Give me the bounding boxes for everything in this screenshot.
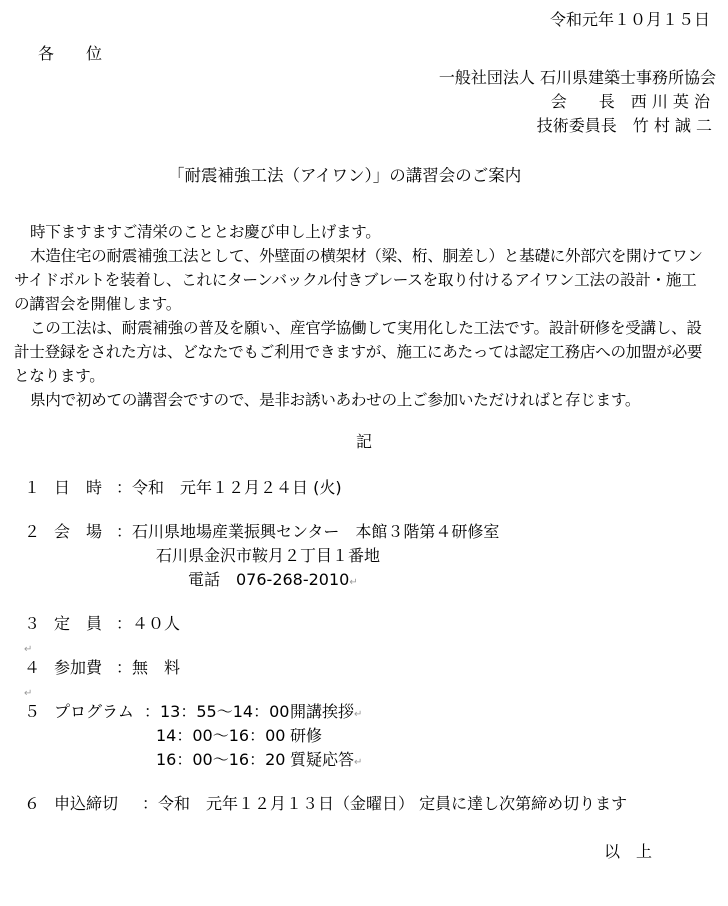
item-3-number: ３ — [24, 614, 41, 633]
sender-committee-chair: 技術委員長 竹 村 誠 二 — [536, 116, 712, 135]
item-2-value: ：石川県地場産業振興センター 本館３階第４研修室 — [116, 522, 500, 541]
venue-address: 石川県金沢市鞍月２丁目１番地 — [156, 546, 381, 565]
program-time-2: 14：00〜16：00 — [156, 726, 286, 745]
item-6-label: 申込締切 — [54, 794, 119, 813]
program-desc-2: 研修 — [290, 726, 323, 745]
body-paragraph-1: 時下ますますご清栄のこととお慶び申し上げます。 — [30, 223, 381, 241]
sender-president: 会 長 西 川 英 治 — [550, 92, 710, 111]
ki-heading: 記 — [356, 432, 373, 451]
page-title: 「耐震補強工法（アイワン）」の講習会のご案内 — [168, 166, 522, 185]
body-paragraph-2: 木造住宅の耐震補強工法として、外壁面の横架材（梁、桁、胴差し）と基礎に外部穴を開けてワンサイドボルトを装着し、これにターンバックル付きブレースを取り付けるアイワン工法の設計・施工の講習会を開催します。 — [14, 247, 703, 313]
program-desc-3-text: 質疑応答 — [290, 750, 355, 769]
item-4-value: ：無 料 — [116, 658, 181, 677]
program-desc-1 — [290, 702, 362, 725]
item-6-value: ：令和 元年１２月１３日（金曜日） 定員に達し次第締め切ります — [142, 794, 628, 813]
item-4-number: ４ — [24, 658, 41, 677]
item-5-label: プログラム — [54, 702, 134, 721]
body-paragraph-4: 県内で初めての講習会ですので、是非お誘いあわせの上ご参加いただければと存じます。 — [30, 391, 641, 409]
return-mark: ↵ — [24, 644, 33, 655]
item-6-number: ６ — [24, 794, 41, 813]
item-2-number: ２ — [24, 522, 41, 541]
return-mark: ↵ — [349, 577, 358, 588]
item-3-value: ：４０人 — [116, 614, 181, 633]
program-desc-3 — [290, 750, 362, 773]
addressee: 各 位 — [38, 44, 103, 63]
item-2-label: 会 場 — [54, 522, 103, 541]
item-3-label: 定 員 — [54, 614, 103, 633]
item-1-number: １ — [24, 478, 41, 497]
return-mark: ↵ — [354, 757, 363, 768]
closing-mark: 以 上 — [604, 842, 653, 861]
item-1-label: 日 時 — [54, 478, 103, 497]
item-5-number: ５ — [24, 702, 41, 721]
date: 令和元年１０月１５日 — [549, 10, 710, 29]
program-time-1: ：13：55〜14：00 — [144, 702, 290, 721]
program-desc-1-text: 開講挨拶 — [290, 702, 355, 721]
body-paragraph-3: この工法は、耐震補強の普及を願い、産官学協働して実用化した工法です。設計研修を受講し、設計士登録をされた方は、どなたでもご利用できますが、施工にあたっては認定工務店への加盟が必要となります。 — [14, 319, 703, 385]
venue-phone-text: 電話 076-268-2010 — [188, 570, 350, 589]
item-1-value: ：令和 元年１２月２４日 (火) — [116, 478, 342, 497]
return-mark: ↵ — [354, 709, 363, 720]
sender-org: 一般社団法人 石川県建築士事務所協会 — [438, 68, 716, 87]
venue-phone — [188, 570, 358, 593]
program-time-3: 16：00〜16：20 — [156, 750, 286, 769]
item-4-label: 参加費 — [54, 658, 103, 677]
return-mark: ↵ — [24, 688, 33, 699]
